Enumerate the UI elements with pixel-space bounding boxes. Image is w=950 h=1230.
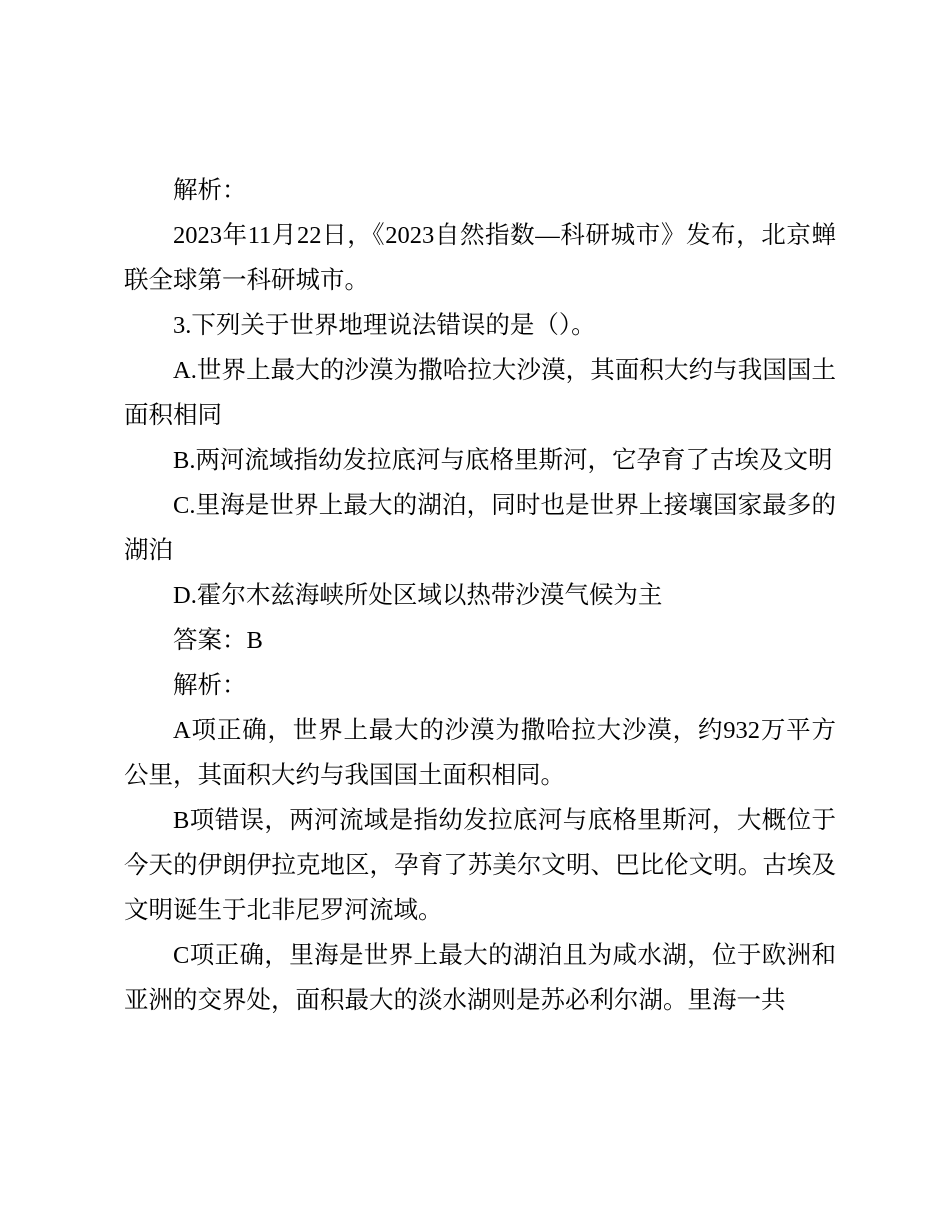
analysis-item-b: B项错误，两河流域是指幼发拉底河与底格里斯河，大概位于今天的伊朗伊拉克地区，孕育了苏美尔文明、巴比伦文明。古埃及文明诞生于北非尼罗河流域。 — [124, 807, 836, 924]
analysis-item-c: C项正确，里海是世界上最大的湖泊且为咸水湖，位于欧洲和亚洲的交界处，面积最大的淡水湖则是苏必利尔湖。里海一共 — [124, 942, 836, 1014]
option-a: A.世界上最大的沙漠为撒哈拉大沙漠，其面积大约与我国国土面积相同 — [124, 357, 836, 429]
document-body — [124, 168, 836, 1023]
analysis-text: 2023年11月22日，《2023自然指数—科研城市》发布，北京蝉联全球第一科研城市。 — [124, 222, 836, 294]
analysis-heading: 解析： — [173, 672, 247, 699]
option-b: B.两河流域指幼发拉底河与底格里斯河，它孕育了古埃及文明 — [173, 447, 833, 474]
analysis-item-a: A项正确，世界上最大的沙漠为撒哈拉大沙漠，约932万平方公里，其面积大约与我国国土面积相同。 — [124, 717, 836, 789]
option-d: D.霍尔木兹海峡所处区域以热带沙漠气候为主 — [173, 582, 663, 609]
option-c: C.里海是世界上最大的湖泊，同时也是世界上接壤国家最多的湖泊 — [124, 492, 836, 564]
analysis-heading: 解析： — [173, 177, 247, 204]
question-stem: 3.下列关于世界地理说法错误的是（）。 — [173, 312, 596, 339]
answer-line: 答案：B — [173, 627, 263, 654]
